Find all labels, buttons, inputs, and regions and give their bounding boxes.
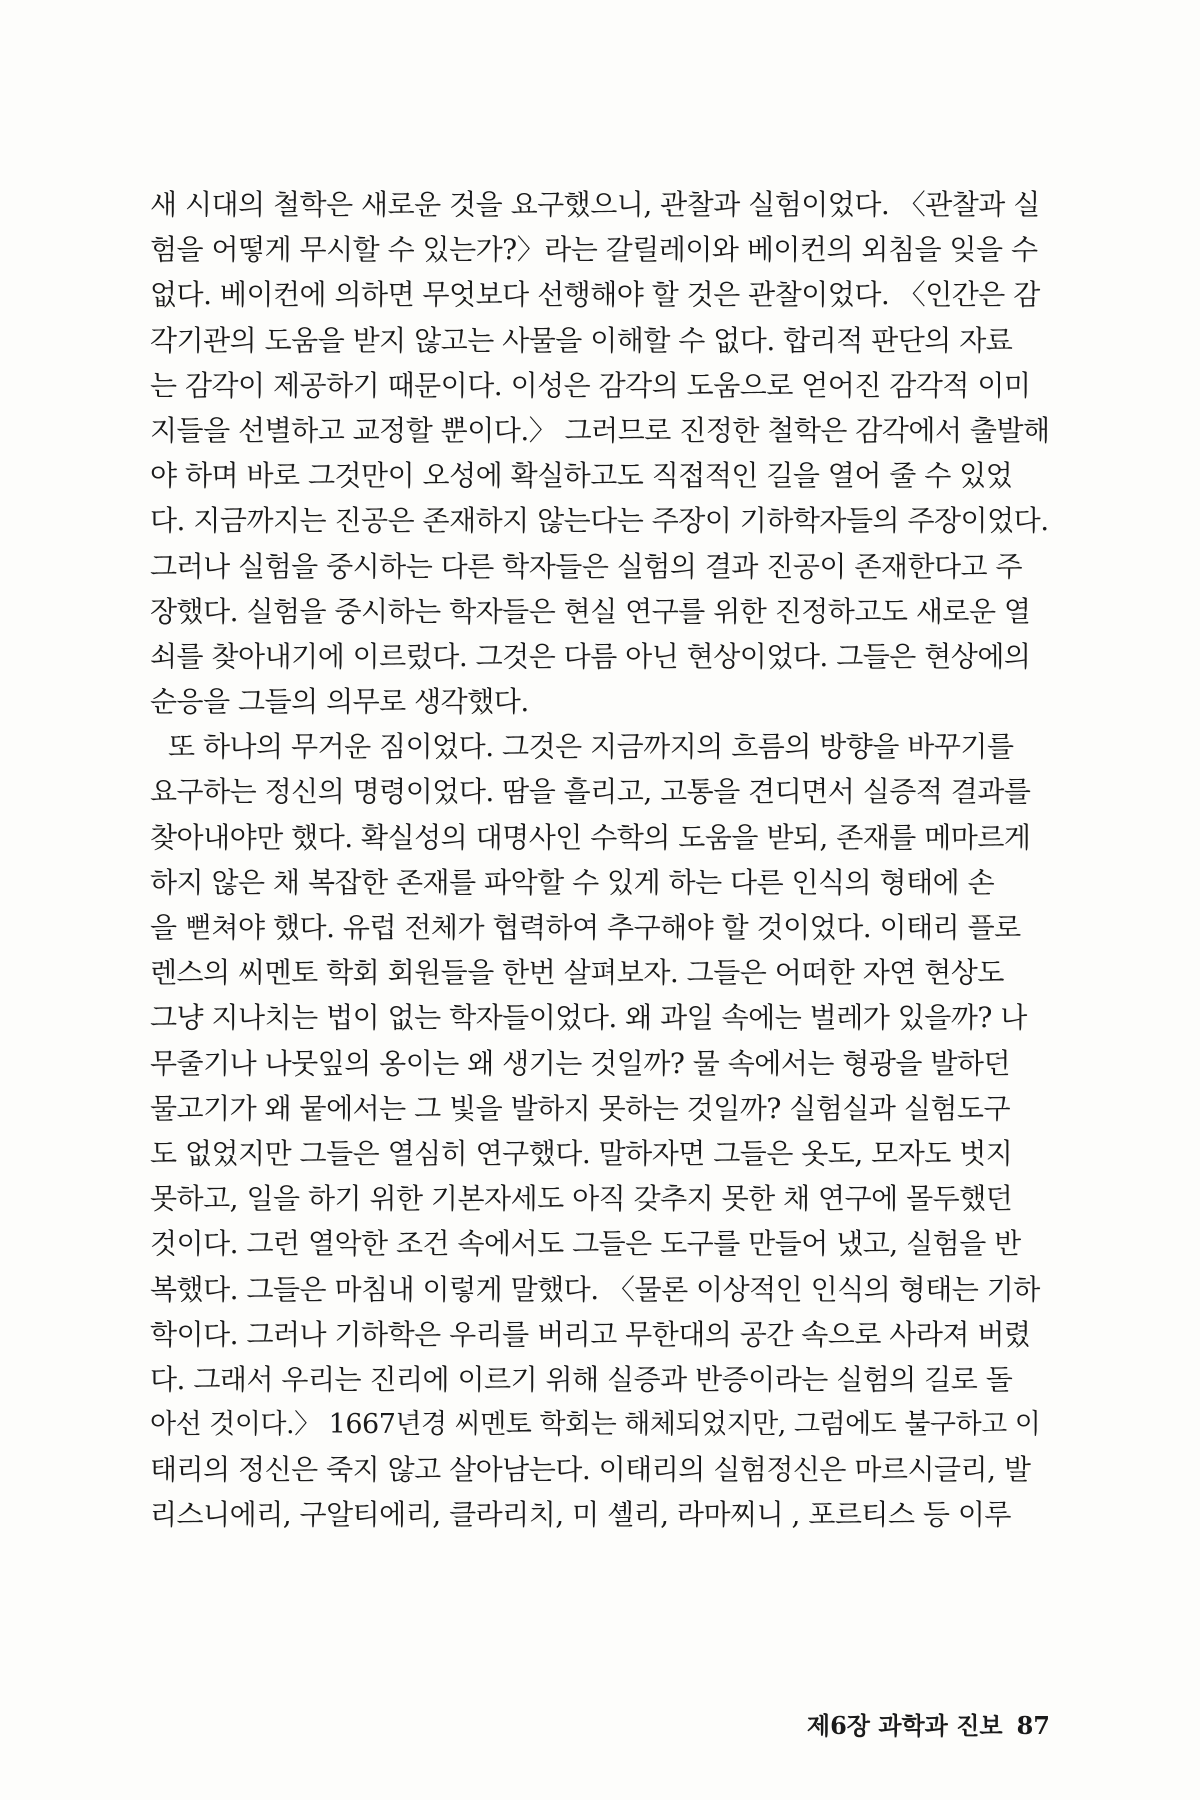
text-line: 험을 어떻게 무시할 수 있는가?〉라는 갈릴레이와 베이컨의 외침을 잊을 수	[150, 233, 1038, 267]
text-line: 물고기가 왜 뭍에서는 그 빛을 발하지 못하는 것일까? 실험실과 실험도구	[150, 1091, 1011, 1125]
running-footer-chapter: 제6장 과학과 진보	[806, 1711, 1003, 1740]
body-text	[150, 182, 1050, 1538]
page-number: 87	[1016, 1711, 1050, 1740]
text-line: 지들을 선별하고 교정할 뿐이다.〉 그러므로 진정한 철학은 감각에서 출발해	[150, 413, 1050, 447]
text-line: 각기관의 도움을 받지 않고는 사물을 이해할 수 없다. 합리적 판단의 자료	[150, 323, 1013, 357]
text-line: 그냥 지나치는 법이 없는 학자들이었다. 왜 과일 속에는 벌레가 있을까? 나	[150, 1001, 1027, 1035]
text-line: 무줄기나 나뭇잎의 옹이는 왜 생기는 것일까? 물 속에서는 형광을 발하던	[150, 1046, 1011, 1080]
text-line: 을 뻗쳐야 했다. 유럽 전체가 협력하여 추구해야 할 것이었다. 이태리 플로	[150, 911, 1021, 944]
text-line: 새 시대의 철학은 새로운 것을 요구했으니, 관찰과 실험이었다. 〈관찰과 실	[150, 188, 1040, 221]
text-line: 것이다. 그런 열악한 조건 속에서도 그들은 도구를 만들어 냈고, 실험을 반	[150, 1227, 1021, 1261]
text-line: 장했다. 실험을 중시하는 학자들은 현실 연구를 위한 진정하고도 새로운 열	[150, 594, 1031, 628]
text-line: 못하고, 일을 하기 위한 기본자세도 아직 갖추지 못한 채 연구에 몰두했던	[150, 1182, 1013, 1216]
text-line: 야 하며 바로 그것만이 오성에 확실하고도 직접적인 길을 열어 줄 수 있었	[150, 459, 1013, 493]
text-line: 태리의 정신은 죽지 않고 살아남는다. 이태리의 실험정신은 마르시글리, 발	[150, 1453, 1031, 1487]
text-line: 리스니에리, 구알티에리, 클라리치, 미 셸리, 라마찌니 , 포르티스 등 이루	[150, 1498, 1011, 1532]
text-line: 순응을 그들의 의무로 생각했다.	[150, 685, 529, 719]
text-line: 하지 않은 채 복잡한 존재를 파악할 수 있게 하는 다른 인식의 형태에 손	[150, 865, 995, 899]
paragraph-start-line: 또 하나의 무거운 짐이었다. 그것은 지금까지의 흐름의 방향을 바꾸기를	[168, 730, 1014, 764]
text-line: 없다. 베이컨에 의하면 무엇보다 선행해야 할 것은 관찰이었다. 〈인간은 감	[150, 278, 1040, 312]
text-line: 다. 지금까지는 진공은 존재하지 않는다는 주장이 기하학자들의 주장이었다.	[150, 504, 1049, 538]
text-line: 학이다. 그러나 기하학은 우리를 버리고 무한대의 공간 속으로 사라져 버렸	[150, 1317, 1031, 1351]
text-line: 는 감각이 제공하기 때문이다. 이성은 감각의 도움으로 얻어진 감각적 이미	[150, 368, 1031, 402]
text-line: 찾아내야만 했다. 확실성의 대명사인 수학의 도움을 받되, 존재를 메마르게	[150, 820, 1031, 854]
text-line: 그러나 실험을 중시하는 다른 학자들은 실험의 결과 진공이 존재한다고 주	[150, 549, 1023, 583]
text-line: 복했다. 그들은 마침내 이렇게 말했다. 〈물론 이상적인 인식의 형태는 기하	[150, 1272, 1040, 1306]
text-line: 쇠를 찾아내기에 이르렀다. 그것은 다름 아닌 현상이었다. 그들은 현상에의	[150, 639, 1031, 673]
text-line: 아선 것이다.〉 1667년경 씨멘토 학회는 해체되었지만, 그럼에도 불구하고 이	[150, 1409, 1041, 1441]
text-line: 다. 그래서 우리는 진리에 이르기 위해 실증과 반증이라는 실험의 길로 돌	[150, 1362, 1013, 1396]
text-line: 요구하는 정신의 명령이었다. 땀을 흘리고, 고통을 견디면서 실증적 결과를	[150, 775, 1031, 809]
text-line: 도 없었지만 그들은 열심히 연구했다. 말하자면 그들은 옷도, 모자도 벗지	[150, 1136, 1013, 1170]
text-line: 렌스의 씨멘토 학회 회원들을 한번 살펴보자. 그들은 어떠한 자연 현상도	[150, 956, 1004, 990]
page-footer	[807, 1706, 1050, 1741]
